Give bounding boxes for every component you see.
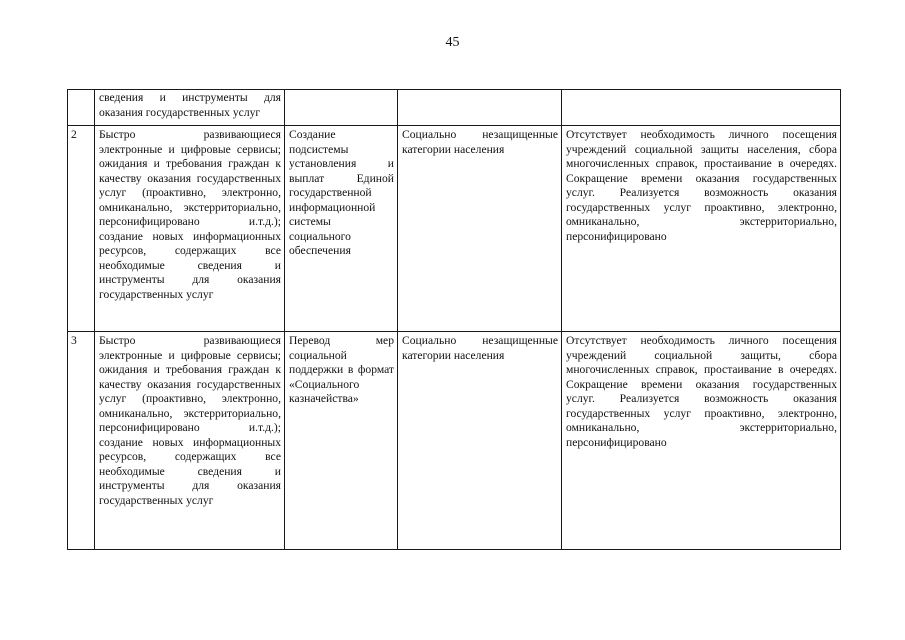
category-cell: Социально незащищенные категории населения xyxy=(398,332,562,550)
table-row xyxy=(68,126,841,332)
direction-cell: Быстро развивающиеся электронные и цифровые сервисы; ожидания и требования граждан к качеству оказания государственных услуг (проактивно, электронно, омниканально, экстерриториально, персонифицировано и.т.д.); создание новых информационных ресурсов, содержащих все необходимые сведения и инструменты для оказания государственных услуг xyxy=(95,126,285,332)
page-number: 45 xyxy=(445,35,460,50)
table-row-continuation xyxy=(68,90,841,126)
table-row xyxy=(68,332,841,550)
row-number-cell xyxy=(68,90,95,126)
effect-cell xyxy=(562,90,841,126)
row-number-cell: 3 xyxy=(68,332,95,550)
direction-cell: Быстро развивающиеся электронные и цифровые сервисы; ожидания и требования граждан к качеству оказания государственных услуг (проактивно, электронно, омниканально, экстерриториально, персонифицировано и.т.д.); создание новых информационных ресурсов, содержащих все необходимые сведения и инструменты для оказания государственных услуг xyxy=(95,332,285,550)
direction-cell: сведения и инструменты для оказания государственных услуг xyxy=(95,90,285,126)
measure-cell: Перевод мер социальной поддержки в формат «Социального казначейства» xyxy=(285,332,398,550)
row-number-cell: 2 xyxy=(68,126,95,332)
measure-cell xyxy=(285,90,398,126)
effect-cell: Отсутствует необходимость личного посещения учреждений социальной защиты, сбора многочисленных справок, простаивание в очередях. Сокращение времени оказания государственных услуг. Реализуется возможность оказания государственных услуг проактивно, электронно, омниканально, экстерриториально, персонифицировано xyxy=(562,332,841,550)
category-cell: Социально незащищенные категории населения xyxy=(398,126,562,332)
measures-table xyxy=(67,89,841,550)
category-cell xyxy=(398,90,562,126)
measure-cell: Создание подсистемы установления и выплат Единой государственной информационной системы социального обеспечения xyxy=(285,126,398,332)
effect-cell: Отсутствует необходимость личного посещения учреждений социальной защиты населения, сбора многочисленных справок, простаивание в очередях. Сокращение времени оказания государственных услуг. Реализуется возможность оказания государственных услуг проактивно, электронно, омниканально, экстерриториально, персонифицировано xyxy=(562,126,841,332)
